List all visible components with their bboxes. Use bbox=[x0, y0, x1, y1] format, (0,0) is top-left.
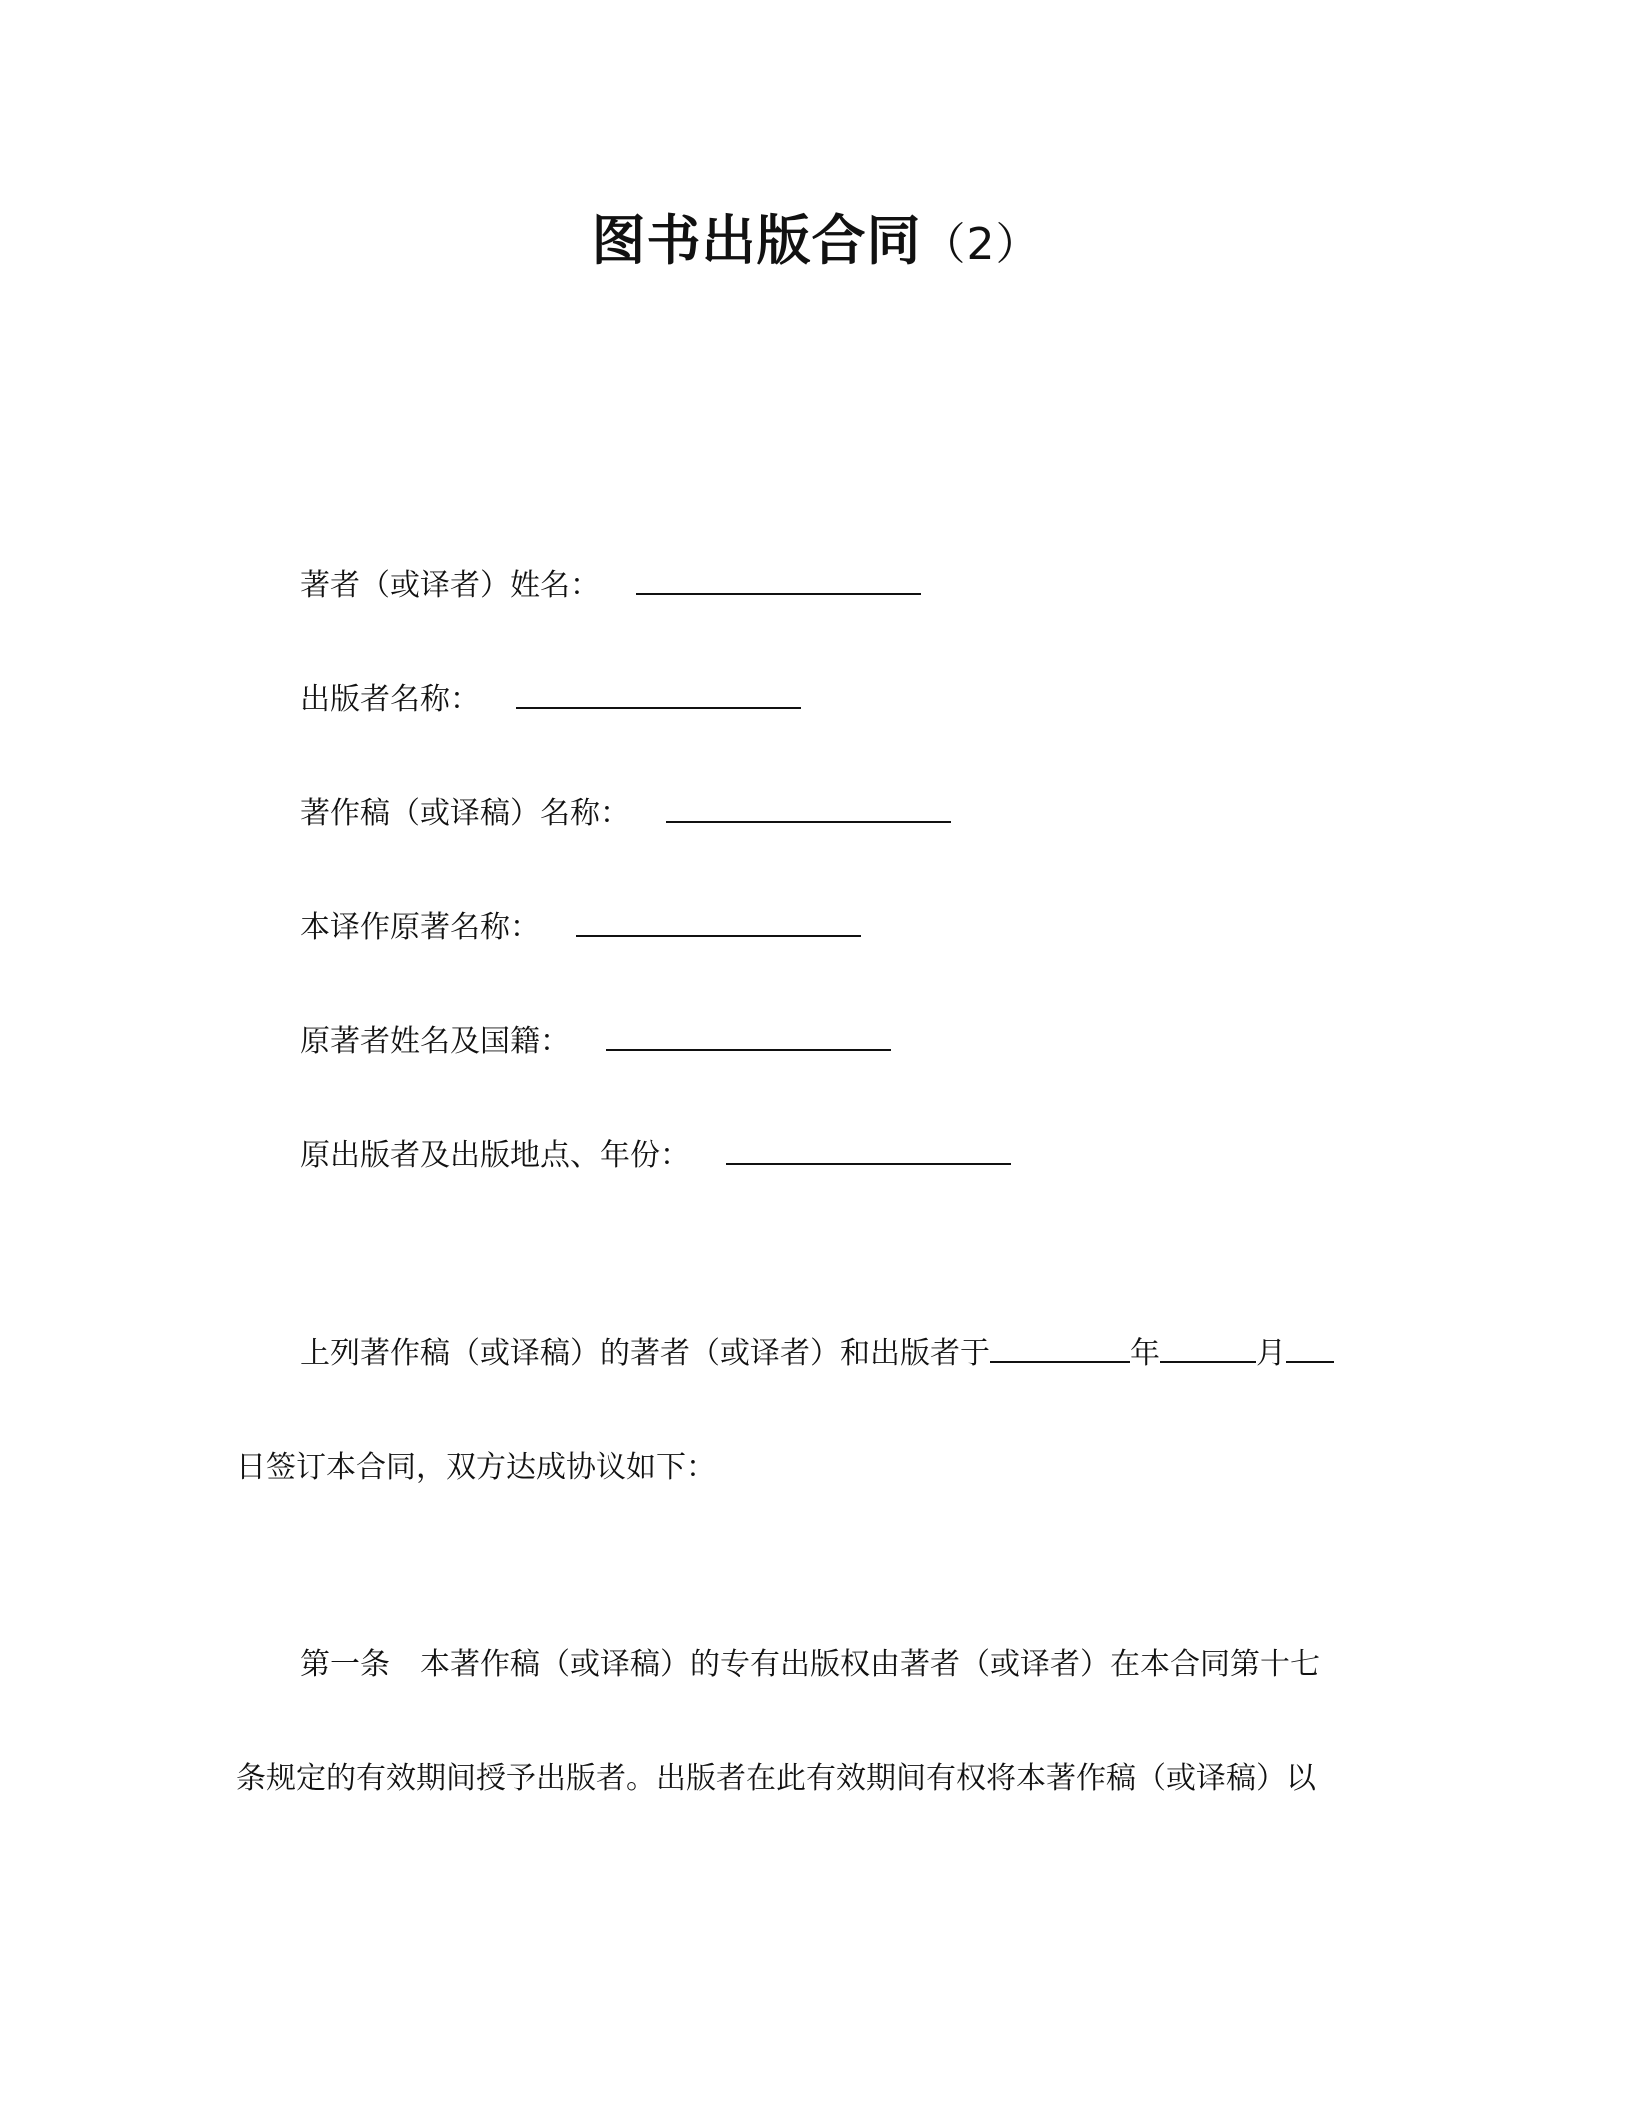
article-1-line-1: 第一条 本著作稿（或译稿）的专有出版权由著者（或译者）在本合同第十七 bbox=[300, 1647, 1320, 1682]
field-author-name bbox=[300, 566, 921, 606]
fill-in-blank[interactable] bbox=[726, 1139, 1011, 1165]
field-label: 出版者名称： bbox=[300, 682, 480, 717]
fill-in-blank[interactable] bbox=[516, 683, 801, 709]
month-blank[interactable] bbox=[1160, 1337, 1256, 1363]
year-blank[interactable] bbox=[990, 1337, 1130, 1363]
field-label: 著者（或译者）姓名： bbox=[300, 568, 600, 603]
year-label: 年 bbox=[1130, 1336, 1160, 1371]
preamble-line-1 bbox=[300, 1334, 1334, 1374]
preamble-line-2: 日签订本合同，双方达成协议如下： bbox=[236, 1450, 716, 1485]
preamble-text: 上列著作稿（或译稿）的著者（或译者）和出版者于 bbox=[300, 1336, 990, 1371]
fill-in-blank[interactable] bbox=[606, 1025, 891, 1051]
title-text: 图书出版合同 bbox=[591, 209, 922, 272]
fill-in-blank[interactable] bbox=[666, 797, 951, 823]
day-blank[interactable] bbox=[1286, 1337, 1334, 1363]
fill-in-blank[interactable] bbox=[576, 911, 861, 937]
field-label: 本译作原著名称： bbox=[300, 910, 540, 945]
fill-in-blank[interactable] bbox=[636, 569, 921, 595]
field-original-work-name bbox=[300, 908, 861, 948]
field-label: 原出版者及出版地点、年份： bbox=[300, 1138, 690, 1173]
field-publisher-name bbox=[300, 680, 801, 720]
month-label: 月 bbox=[1256, 1336, 1286, 1371]
field-manuscript-name bbox=[300, 794, 951, 834]
field-label: 著作稿（或译稿）名称： bbox=[300, 796, 630, 831]
article-1-line-2: 条规定的有效期间授予出版者。出版者在此有效期间有权将本著作稿（或译稿）以 bbox=[236, 1761, 1316, 1796]
title-suffix: （2） bbox=[921, 219, 1041, 270]
field-original-publisher bbox=[300, 1136, 1011, 1176]
field-label: 原著者姓名及国籍： bbox=[300, 1024, 570, 1059]
field-original-author bbox=[300, 1022, 891, 1062]
document-title bbox=[0, 198, 1632, 275]
